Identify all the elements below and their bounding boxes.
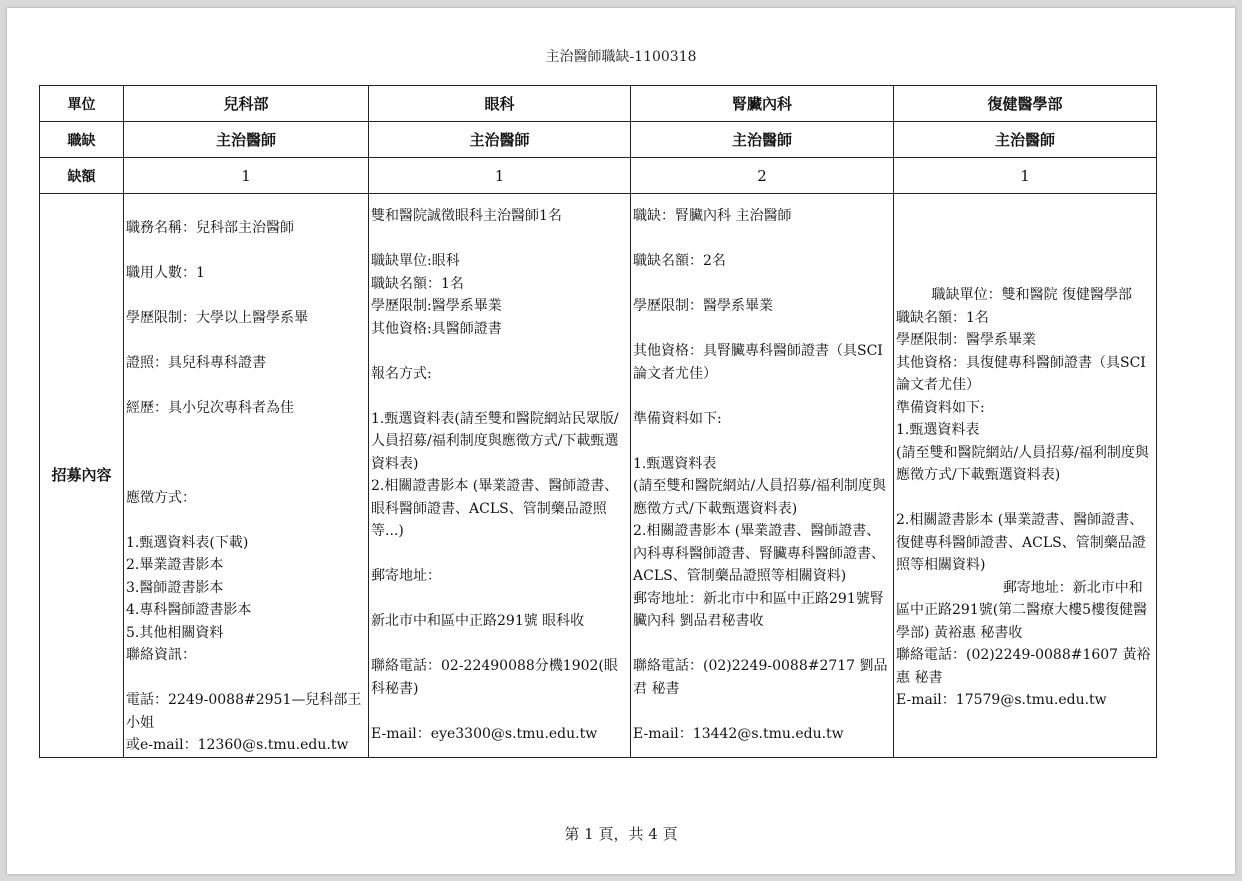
content-text: 職缺：腎臟內科 主治醫師 職缺名額：2名 學歷限制：醫學系畢業 其他資格：具腎臟專科醫師證書（具SCI論文者尤佳） 準備資料如下: 1.甄選資料表 (請至雙和醫院網站/人員招募/福利制度與應徵方式/下載甄選資料表) 2.相關證書影本 (畢業證書、醫師證書、內科專科醫師證書、腎臟專科醫師證書、ACLS、管制藥品證照等相關資料) 郵寄地址：新北市中和區中正路291號腎臟內科 劉品君秘書收 聯絡電話：(02)2249-0088#2717 劉品君 秘書 E-mail：13442@s.tmu.edu.tw	[633, 208, 888, 742]
document-title: 主治醫師職缺-1100318	[545, 49, 697, 65]
unit-cell: 兒科部	[124, 86, 369, 122]
document-page	[7, 8, 1235, 874]
unit-cell: 復健醫學部	[894, 86, 1157, 122]
content-cell-nephrology	[631, 194, 894, 758]
vacancies-cell: 2	[631, 158, 894, 194]
unit-cell: 腎臟內科	[631, 86, 894, 122]
vacancies-cell: 1	[369, 158, 631, 194]
vacancies-cell: 1	[124, 158, 369, 194]
row-label-vacancies: 缺額	[40, 158, 124, 194]
row-label-unit: 單位	[40, 86, 124, 122]
row-label-content: 招募內容	[40, 194, 124, 758]
table-row-content	[40, 194, 1157, 758]
content-cell-ophthalmology	[369, 194, 631, 758]
position-cell: 主治醫師	[894, 122, 1157, 158]
job-vacancy-table	[39, 85, 1157, 758]
position-cell: 主治醫師	[369, 122, 631, 158]
page-number: 第 1 頁，共 4 頁	[564, 825, 678, 843]
row-label-position: 職缺	[40, 122, 124, 158]
vacancies-cell: 1	[894, 158, 1157, 194]
content-text: 職缺單位：雙和醫院 復健醫學部 職缺名額：1名 學歷限制：醫學系畢業 其他資格：具復健專科醫師證書（具SCI論文者尤佳） 準備資料如下: 1.甄選資料表 (請至雙和醫院網站/人員招募/福利制度與應徵方式/下載甄選資料表) 2.相關證書影本 (畢業證書、醫師證書、復健專科醫師證書、ACLS、管制藥品證照等相關資料) 郵寄地址：新北市中和區中正路291號(第二醫療大樓5樓復健醫學部) 黃裕惠 秘書收 聯絡電話：(02)2249-0088#1607 黃裕惠 秘書 E-mail：17579@s.tmu.edu.tw	[896, 287, 1151, 708]
content-cell-pediatrics	[124, 194, 369, 758]
content-text: 雙和醫院誠徵眼科主治醫師1名 職缺單位:眼科 職缺名額：1名 學歷限制:醫學系畢業 其他資格:具醫師證書 報名方式: 1.甄選資料表(請至雙和醫院網站民眾版/人員招募/福利制度與應徵方式/下載甄選資料表) 2.相關證書影本 (畢業證書、醫師證書、眼科醫師證書、ACLS、管制藥品證照等...) 郵寄地址： 新北市中和區中正路291號 眼科收 聯絡電話：02-22490088分機1902(眼科秘書) E-mail：eye3300@s.tmu.edu.tw	[371, 208, 619, 742]
position-cell: 主治醫師	[631, 122, 894, 158]
position-cell: 主治醫師	[124, 122, 369, 158]
table-row-unit	[40, 86, 1157, 122]
content-text: 職務名稱：兒科部主治醫師 職用人數：1 學歷限制：大學以上醫學系畢 證照：具兒科專科證書 經歷：具小兒次專科者為佳 應徵方式： 1.甄選資料表(下載) 2.畢業證書影本 3.醫師證書影本 4.專科醫師證書影本 5.其他相關資料 聯絡資訊： 電話：2249-0088#2951—兒科部王小姐 或e-mail：12360@s.tmu.edu.tw	[126, 219, 362, 753]
content-cell-rehabilitation	[894, 194, 1157, 758]
table-row-position	[40, 122, 1157, 158]
table-row-vacancies	[40, 158, 1157, 194]
unit-cell: 眼科	[369, 86, 631, 122]
